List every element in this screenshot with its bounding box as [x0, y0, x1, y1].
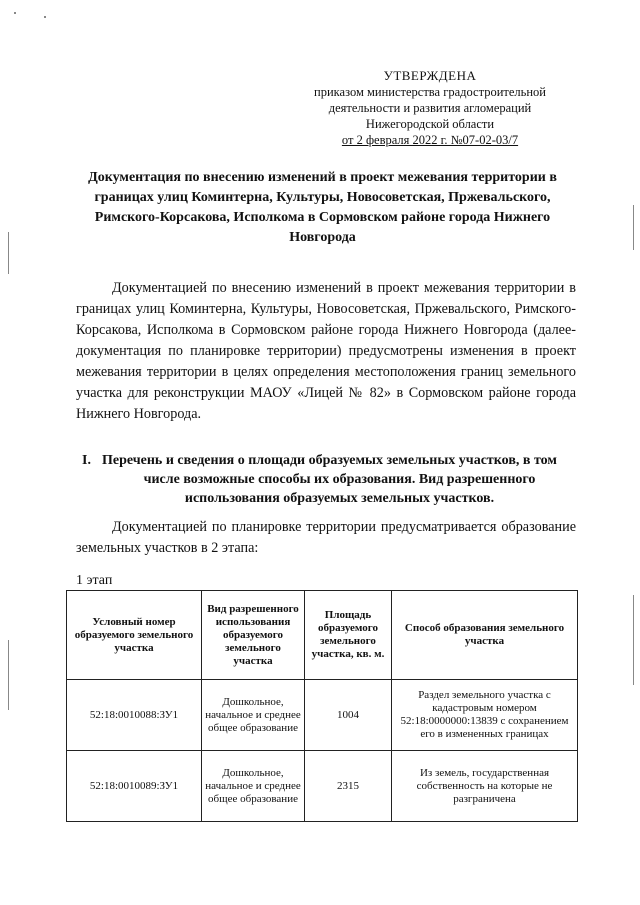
- intro-paragraph: Документацией по внесению изменений в проект межевания территории в границах улиц Коминтерна, Культуры, Новосоветская, Пржевальского, Римского-Корсакова, Исполкома в Сормовском районе города Нижнего Новгорода (далее- документация по планировке территории) предусмотрены изменения в проект межевания территории в целях определения местоположения границ земельного участка для реконструкции МАОУ «Лицей № 82» в Сормовском районе города Нижнего Новгорода.: [76, 280, 576, 422]
- table-cell: Дошкольное, начальное и среднее общее образование: [202, 680, 305, 751]
- table-cell: Дошкольное, начальное и среднее общее образование: [202, 751, 305, 822]
- table-cell: 52:18:0010089:ЗУ1: [67, 751, 202, 822]
- table-row: [67, 751, 578, 822]
- scan-margin-line: [633, 595, 634, 685]
- column-header: Условный номер образуемого земельного участка: [67, 591, 202, 680]
- table-header-row: [67, 591, 578, 680]
- column-header: Способ образования земельного участка: [392, 591, 578, 680]
- section-title-line: числе возможные способы их образования. Вид разрешенного использования образуемых земельных участков.: [143, 472, 536, 506]
- scan-mark: [44, 16, 46, 18]
- section-heading: [82, 451, 577, 508]
- section-number: I.: [82, 453, 91, 468]
- approval-stamp: [300, 68, 560, 148]
- stages-paragraph: Документацией по планировке территории предусматривается образование земельных участков в 2 этапа:: [76, 519, 576, 556]
- column-header: Площадь образуемого земельного участка, кв. м.: [305, 591, 392, 680]
- column-header: Вид разрешенного использования образуемого земельного участка: [202, 591, 305, 680]
- table-row: [67, 680, 578, 751]
- approval-line: деятельности и развития агломераций: [328, 101, 532, 115]
- scan-margin-line: [633, 205, 634, 250]
- scan-margin-line: [8, 640, 9, 710]
- table-cell: Раздел земельного участка с кадастровым номером 52:18:0000000:13839 с сохранением его в измененных границах: [392, 680, 578, 751]
- scan-mark: [14, 12, 16, 14]
- approval-date: от 2 февраля 2022 г. №07-02-03/7: [341, 133, 519, 147]
- table-cell: 2315: [305, 751, 392, 822]
- parcels-table: [66, 590, 578, 822]
- table-cell: 52:18:0010088:ЗУ1: [67, 680, 202, 751]
- table-cell: 1004: [305, 680, 392, 751]
- approval-line: приказом министерства градостроительной: [314, 85, 546, 99]
- scan-margin-line: [8, 232, 9, 274]
- approval-heading: УТВЕРЖДЕНА: [383, 68, 477, 83]
- approval-line: Нижегородской области: [365, 117, 495, 131]
- table-cell: Из земель, государственная собственность на которые не разграничена: [392, 751, 578, 822]
- stage-label: 1 этап: [76, 573, 113, 588]
- section-title-line: Перечень и сведения о площади образуемых земельных участков, в том: [102, 453, 557, 468]
- document-title: Документация по внесению изменений в проект межевания территории в границах улиц Коминтерна, Культуры, Новосоветская, Пржевальского, Римского-Корсакова, Исполкома в Сормовском районе города Нижнего Новгорода: [88, 170, 557, 245]
